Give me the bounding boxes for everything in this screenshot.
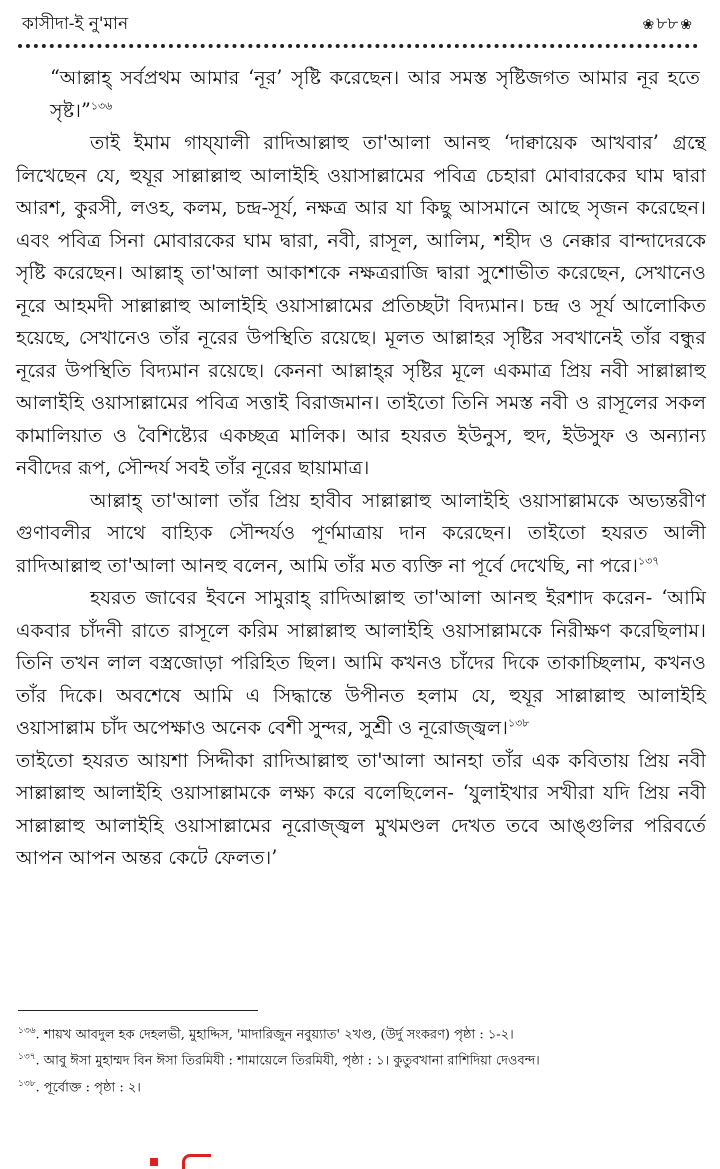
footnote-number: ১৩৭ <box>18 1052 36 1063</box>
ornament-left-icon: ❀ <box>642 17 655 33</box>
paragraph-text: আল্লাহ্‌ তা'আলা তাঁর প্রিয় হাবীব সাল্লাল্লাহু আলাইহি ওয়াসাল্লামকে অভ্যন্তরীণ গুণাবলীর সাথে বাহ্যিক সৌন্দর্যও পূর্ণমাত্রায় দান করেছেন। তাইতো হযরত আলী রাদিআল্লাহু তা'আলা আনহু বলেন, আমি তাঁর মত ব্যক্তি না পূর্বে দেখেছি, না পরে। <box>16 488 706 577</box>
red-ink-mark <box>182 1154 211 1169</box>
footnote-number: ১৩৮ <box>18 1078 36 1089</box>
paragraph <box>16 745 706 875</box>
paragraph <box>16 582 706 745</box>
paragraph-text: “আল্লাহ্‌ সর্বপ্রথম আমার ‘নূর’ সৃষ্টি করেছেন। আর সমস্ত সৃষ্টিজগত আমার নূর হতে সৃষ্ট।” <box>50 66 700 122</box>
footnote-ref: ১৩৭ <box>637 554 660 568</box>
footnote-ref: ১৩৬ <box>90 99 113 113</box>
header-dotted-divider <box>18 44 698 48</box>
footnotes <box>18 1020 708 1099</box>
footnote-text: . আবু ঈসা মুহাম্মদ বিন ঈসা তিরমিযী : শামায়েলে তিরমিযী, পৃষ্ঠা : ১। কুতুবখানা রাশিদিয়া দেওবন্দ। <box>35 1053 540 1069</box>
footnote <box>18 1020 708 1046</box>
paragraph-quote <box>16 62 706 127</box>
ornament-right-icon: ❀ <box>680 17 692 33</box>
footnote-text: . পূর্বোক্ত : পৃষ্ঠা : ২। <box>35 1079 141 1095</box>
paragraph <box>16 127 706 485</box>
footnote <box>18 1046 708 1072</box>
page-number <box>642 11 692 39</box>
paragraph-text: তাইতো হযরত আয়শা সিদ্দীকা রাদিআল্লাহু তা'আলা আনহা তাঁর এক কবিতায় প্রিয় নবী সাল্লাল্লাহু আলাইহি ওয়াসাল্লামকে লক্ষ্য করে বলেছিলেন- ‘যুলাইখার সখীরা যদি প্রিয় নবী সাল্লাল্লাহু আলাইহি ওয়াসাল্লামের নূরোজ্জ্বল মুখমণ্ডল দেখত তবে আঙ্গুলির পরিবর্তে আপন আপন অন্তর কেটে ফেলত।’ <box>16 748 706 869</box>
footnote <box>18 1073 708 1099</box>
footnote-text: . শায়খ আবদুল হক দেহলভী, মুহাদ্দিস, 'মাদারিজুন নবুয়্যাত' ২খণ্ড, (উর্দু সংকরণ) পৃষ্ঠা : ১-২। <box>35 1027 514 1043</box>
footnote-divider <box>18 1010 258 1011</box>
paragraph-text: তাই ইমাম গায্‌যালী রাদিআল্লাহু তা'আলা আনহু ‘দাক্বায়েক আখবার’ গ্রন্থে লিখেছেন যে, হুযূর সাল্লাল্লাহু আলাইহি ওয়াসাল্লামের পবিত্র চেহারা মোবারকের ঘাম দ্বারা আরশ, কুরসী, লওহ, কলম, চন্দ্র-সূর্য, নক্ষত্র আর যা কিছু আসমানে আছে সৃজন করেছেন। এবং পবিত্র সিনা মোবারকের ঘাম দ্বারা, নবী, রাসূল, আলিম, শহীদ ও নেক্কার বান্দাদেরকে সৃষ্টি করেছেন। আল্লাহ্‌ তা'আলা আকাশকে নক্ষত্ররাজি দ্বারা সুশোভীত করেছেন, সেখানেও নূরে আহমদী সাল্লাল্লাহু আলাইহি ওয়াসাল্লামের প্রতিচ্ছটা বিদ্যমান। চন্দ্র ও সূর্য আলোকিত হয়েছে, সেখানেও তাঁর নূরের উপস্থিতি রয়েছে। মূলত আল্লাহর সৃষ্টির সবখানেই তাঁর বন্ধুর নূরের উপস্থিতি বিদ্যমান রয়েছে। কেননা আল্লাহ্‌র সৃষ্টির মূলে একমাত্র প্রিয় নবী সাল্লাল্লাহু আলাইহি ওয়াসাল্লামের পবিত্র সত্তাই বিরাজমান। তাইতো তিনি সমস্ত নবী ও রাসূলের সকল কামালিয়াত ও বৈশিষ্ট্যের একচ্ছত্র মালিক। আর হযরত ইউনুস, হুদ, ইউসুফ ও অন্যান্য নবীদের রূপ, সৌন্দর্য সবই তাঁর নূরের ছায়ামাত্র। <box>16 131 706 479</box>
main-text <box>16 62 706 875</box>
footnote-ref: ১৩৮ <box>508 716 530 730</box>
page-number-text: ৮৮ <box>656 14 679 34</box>
book-title: কাসীদা-ই নু'মান <box>22 14 129 34</box>
paragraph-text: হযরত জাবের ইবনে সামুরাহ্‌ রাদিআল্লাহু তা'আলা আনহু ইরশাদ করেন- ‘আমি একবার চাঁদনী রাতে রাসূলে করিম সাল্লাল্লাহু আলাইহি ওয়াসাল্লামকে নিরীক্ষণ করেছিলাম। তিনি তখন লাল বস্ত্রজোড়া পরিহিত ছিল। আমি কখনও চাঁদের দিকে তাকাচ্ছিলাম, কখনও তাঁর দিকে। অবশেষে আমি এ সিদ্ধান্তে উপীনত হলাম যে, হুযূর সাল্লাল্লাহু আলাইহি ওয়াসাল্লাম চাঁদ অপেক্ষাও অনেক বেশী সুন্দর, সুশ্রী ও নূরোজ্জ্বল। <box>16 586 706 739</box>
footnote-number: ১৩৬ <box>18 1026 36 1036</box>
paragraph <box>16 485 706 583</box>
running-header <box>22 10 692 40</box>
red-ink-mark <box>150 1158 158 1166</box>
